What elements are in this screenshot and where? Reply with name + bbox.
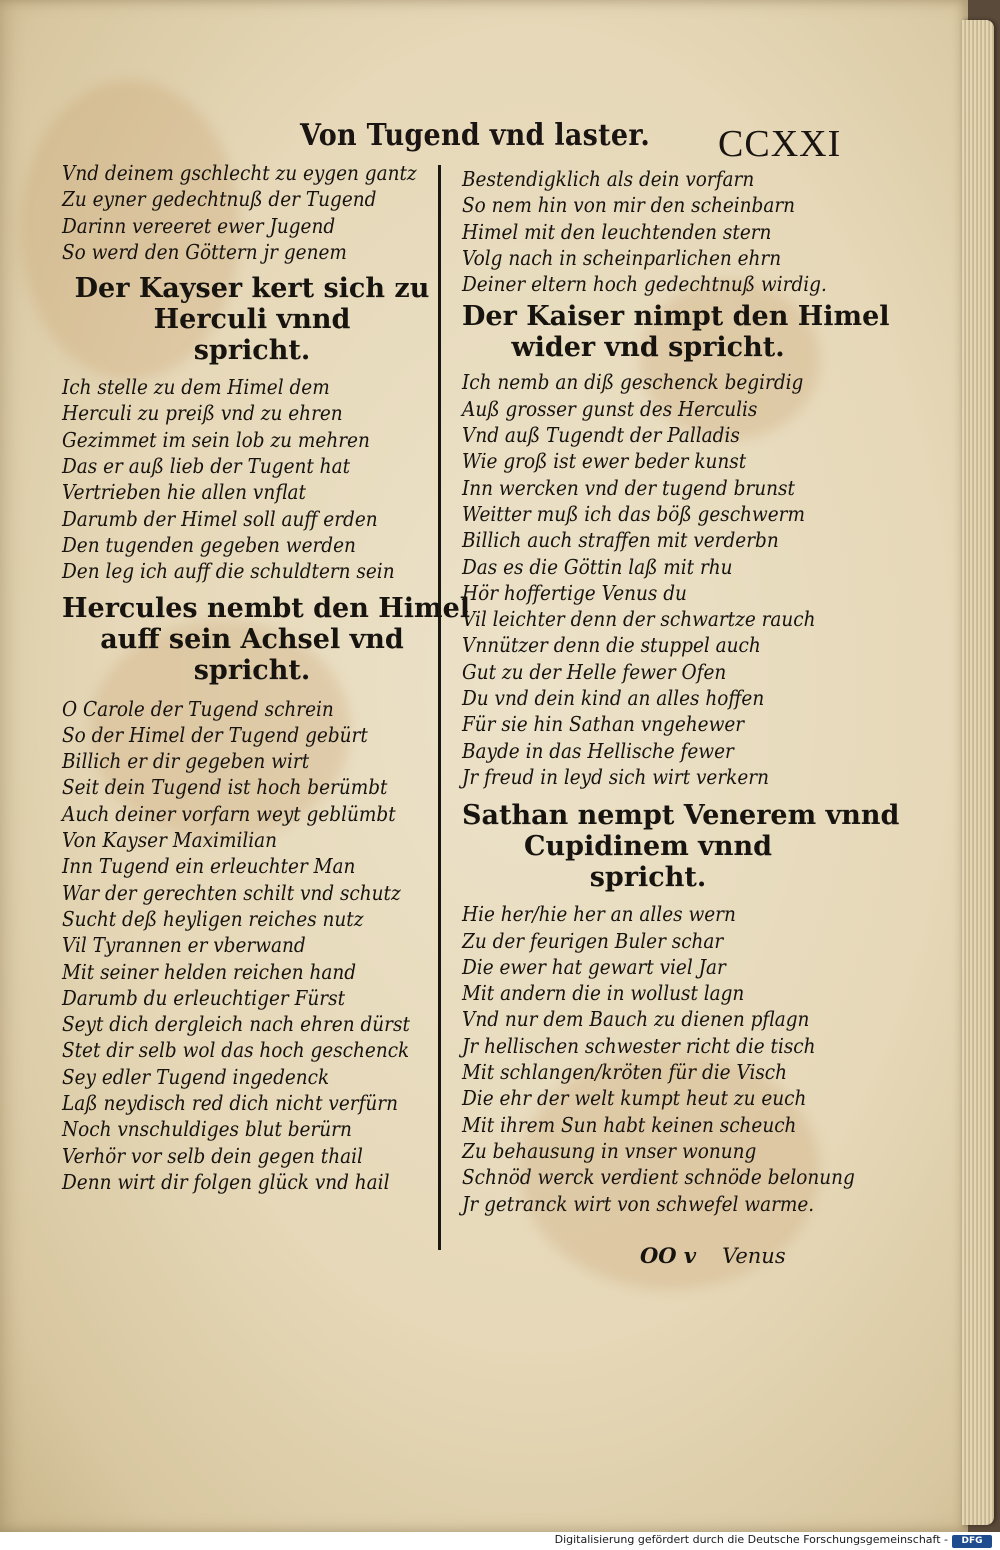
heading-line: spricht. <box>193 335 311 367</box>
verse-line: Gut zu der Helle fewer Ofen <box>462 659 727 684</box>
signature-mark: OO v <box>640 1243 697 1268</box>
stage-direction-heading <box>62 592 471 686</box>
running-title: Von Tugend vnd laster. <box>300 118 651 153</box>
verse-line: Mit andern die in wollust lagn <box>462 981 745 1006</box>
verse-line: Laß neydisch red dich nicht verfürn <box>62 1091 398 1116</box>
verse-line: Auß grosser gunst des Herculis <box>462 396 758 421</box>
right-column <box>462 166 900 1217</box>
heading-line: spricht. <box>589 862 707 894</box>
verse-line: Bayde in das Hellische fewer <box>462 738 734 763</box>
verse-line: Stet dir selb wol das hoch geschenck <box>62 1038 410 1063</box>
verse-line: Zu behausung in vnser wonung <box>462 1138 757 1163</box>
stage-direction-heading <box>462 800 900 894</box>
verse-line: Inn Tugend ein erleuchter Man <box>62 854 356 879</box>
verse-line: Zu eyner gedechtnuß der Tugend <box>62 187 377 212</box>
verse-line: Inn wercken vnd der tugend brunst <box>462 475 795 500</box>
verse-line: Vnnützer denn die stuppel auch <box>462 633 761 658</box>
verse-line: Wie groß ist ewer beder kunst <box>462 449 747 474</box>
heading-line: Sathan nempt Venerem vnnd <box>462 800 900 832</box>
verse-line: Das er auß lieb der Tugent hat <box>62 454 350 479</box>
verse-line: Ich stelle zu dem Himel dem <box>62 375 330 400</box>
verse-block <box>462 369 834 790</box>
verse-line: Den leg ich auff die schuldtern sein <box>62 559 395 584</box>
catchword <box>640 1243 840 1268</box>
verse-line: Vertrieben hie allen vnflat <box>62 480 306 505</box>
verse-line: Noch vnschuldiges blut berürn <box>62 1117 352 1142</box>
verse-line: Vnd auß Tugendt der Palladis <box>462 423 740 448</box>
verse-line: So der Himel der Tugend gebürt <box>62 722 368 747</box>
verse-line: Sey edler Tugend ingedenck <box>62 1064 330 1089</box>
heading-line: auff sein Achsel vnd <box>100 623 404 655</box>
verse-line: Zu der feurigen Buler schar <box>462 928 724 953</box>
page-edges <box>962 20 994 1525</box>
verse-line: Mit ihrem Sun habt keinen scheuch <box>462 1112 797 1137</box>
heading-line: Hercules nembt den Himel <box>62 592 471 624</box>
verse-line: Jr freud in leyd sich wirt verkern <box>462 764 769 789</box>
heading-line: Cupidinem vnnd <box>524 831 772 863</box>
verse-line: Darinn vereeret ewer Jugend <box>62 213 336 238</box>
verse-block <box>62 160 442 265</box>
verse-line: Seit dein Tugend ist hoch berümbt <box>62 775 388 800</box>
verse-line: Das es die Göttin laß mit rhu <box>462 554 733 579</box>
verse-line: Vil Tyrannen er vberwand <box>62 933 306 958</box>
verse-line: Verhör vor selb dein gegen thail <box>62 1143 363 1168</box>
verse-line: Denn wirt dir folgen glück vnd hail <box>62 1169 390 1194</box>
heading-line: Der Kayser kert sich zu <box>74 273 430 305</box>
verse-line: Bestendigklich als dein vorfarn <box>462 167 755 191</box>
verse-line: Himel mit den leuchtenden stern <box>462 219 772 244</box>
verse-block <box>62 696 442 1196</box>
verse-line: So nem hin von mir den scheinbarn <box>462 193 796 218</box>
verse-line: Die ehr der welt kumpt heut zu euch <box>462 1086 807 1111</box>
verse-line: Billich er dir gegeben wirt <box>62 749 310 774</box>
verse-line: Für sie hin Sathan vngehewer <box>462 712 745 737</box>
verse-line: Den tugenden gegeben werden <box>62 532 356 557</box>
folio-number: CCXXI <box>718 123 842 165</box>
verse-line: Weitter muß ich das böß geschwerm <box>462 501 805 526</box>
dfg-logo: DFG <box>952 1535 992 1548</box>
verse-line: Mit schlangen/kröten für die Visch <box>462 1060 788 1085</box>
verse-line: Jr getranck wirt von schwefel warme. <box>462 1191 815 1216</box>
heading-line: wider vnd spricht. <box>511 332 785 364</box>
verse-line: Deiner eltern hoch gedechtnuß wirdig. <box>462 272 827 297</box>
verse-line: Mit seiner helden reichen hand <box>62 959 357 984</box>
verse-block <box>462 166 834 297</box>
verse-line: Hör hoffertige Venus du <box>462 580 687 605</box>
verse-line: Gezimmet im sein lob zu mehren <box>62 427 370 452</box>
verse-line: Auch deiner vorfarn weyt geblümbt <box>62 801 396 826</box>
heading-line: spricht. <box>193 654 311 686</box>
stage-direction-heading <box>62 273 442 366</box>
verse-line: Hie her/hie her an alles wern <box>462 902 736 927</box>
verse-line: Jr hellischen schwester richt die tisch <box>462 1033 816 1058</box>
verse-line: Vnd nur dem Bauch zu dienen pflagn <box>462 1007 810 1032</box>
verse-line: Herculi zu preiß vnd zu ehren <box>62 401 343 426</box>
verse-block <box>62 374 442 584</box>
funding-credit: Digitalisierung gefördert durch die Deutsche Forschungsgemeinschaft - <box>554 1533 948 1546</box>
verse-block <box>462 901 855 1217</box>
verse-line: Die ewer hat gewart viel Jar <box>462 954 726 979</box>
verse-line: Von Kayser Maximilian <box>62 828 278 853</box>
verse-line: Schnöd werck verdient schnöde belonung <box>462 1165 855 1190</box>
verse-line: Sucht deß heyligen reiches nutz <box>62 906 364 931</box>
verse-line: Volg nach in scheinparlichen ehrn <box>462 245 782 270</box>
verse-line: Du vnd dein kind an alles hoffen <box>462 686 765 711</box>
catchword-text: Venus <box>722 1244 786 1268</box>
verse-line: Billich auch straffen mit verderbn <box>462 528 779 553</box>
stage-direction-heading <box>462 301 890 364</box>
verse-line: Darumb du erleuchtiger Fürst <box>62 985 345 1010</box>
verse-line: War der gerechten schilt vnd schutz <box>62 880 401 905</box>
verse-line: O Carole der Tugend schrein <box>62 696 334 721</box>
verse-line: So werd den Göttern jr genem <box>62 239 347 264</box>
verse-line: Ich nemb an diß geschenck begirdig <box>462 370 804 395</box>
heading-line: Der Kaiser nimpt den Himel <box>462 301 890 333</box>
verse-line: Seyt dich dergleich nach ehren dürst <box>62 1012 410 1037</box>
heading-line: Herculi vnnd <box>153 304 351 336</box>
verse-line: Vnd deinem gschlecht zu eygen gantz <box>62 161 417 185</box>
verse-line: Vil leichter denn der schwartze rauch <box>462 607 816 632</box>
left-column <box>62 160 471 1195</box>
verse-line: Darumb der Himel soll auff erden <box>62 506 378 531</box>
